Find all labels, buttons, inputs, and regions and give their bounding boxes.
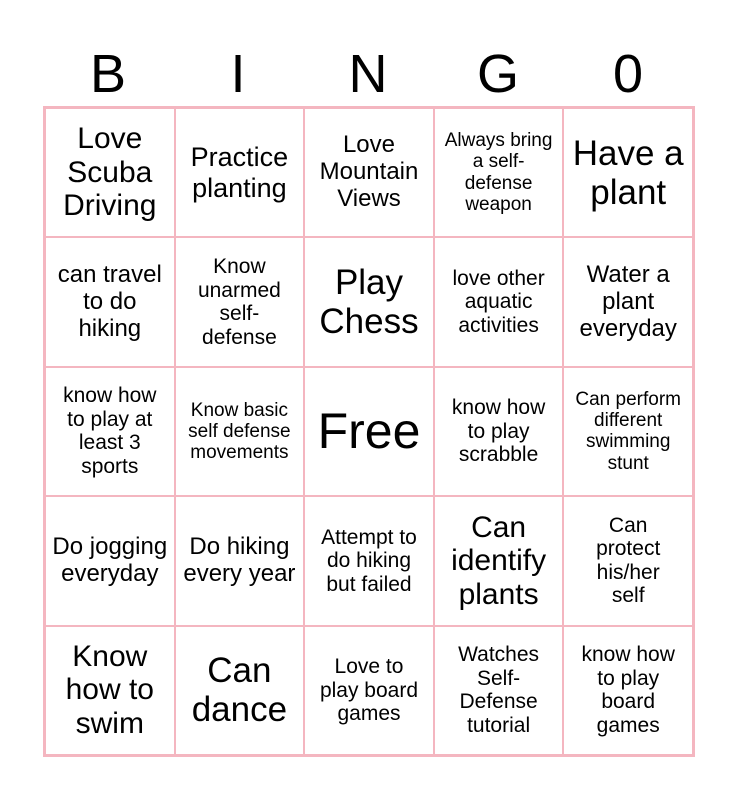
cell-text: Attempt to do hiking but failed (321, 525, 417, 596)
cell-text: Always bring a self-defense weapon (444, 130, 553, 215)
bingo-cell[interactable] (175, 496, 305, 625)
cell-text: Do jogging everyday (52, 533, 168, 587)
bingo-cell[interactable] (175, 626, 305, 755)
bingo-cell[interactable] (175, 108, 305, 237)
cell-text: Know basic self defense movements (188, 399, 291, 464)
bingo-cell[interactable] (45, 237, 175, 366)
header-letter-o: 0 (612, 44, 644, 104)
cell-text: Have a plant (572, 133, 684, 212)
cell-text: can travel to do hiking (57, 260, 162, 342)
bingo-cell[interactable] (304, 496, 434, 625)
bingo-cell-free[interactable] (304, 367, 434, 496)
cell-text: love other aquatic activities (452, 266, 545, 337)
cell-text: Practice planting (190, 142, 289, 203)
bingo-cell[interactable] (434, 496, 564, 625)
bingo-cell[interactable] (45, 108, 175, 237)
bingo-cell[interactable] (175, 237, 305, 366)
bingo-cell[interactable] (45, 496, 175, 625)
bingo-cell[interactable] (45, 626, 175, 755)
header-letter-b: B (89, 44, 127, 104)
cell-text: Love Scuba Driving (63, 122, 157, 223)
cell-text: Love Mountain Views (319, 131, 419, 213)
cell-text: Do hiking every year (183, 533, 296, 587)
bingo-cell[interactable] (563, 237, 693, 366)
cell-text: Know how to swim (65, 639, 154, 741)
bingo-header (43, 42, 693, 106)
bingo-cell[interactable] (304, 626, 434, 755)
bingo-cell[interactable] (175, 367, 305, 496)
bingo-cell[interactable] (434, 367, 564, 496)
bingo-cell[interactable] (563, 367, 693, 496)
header-letter-n: N (348, 44, 388, 104)
bingo-board (43, 106, 695, 757)
bingo-cell[interactable] (563, 108, 693, 237)
cell-text: Love to play board games (319, 655, 419, 726)
cell-text: Watches Self-Defense tutorial (458, 643, 540, 737)
cell-text: Play Chess (319, 262, 419, 342)
bingo-cell[interactable] (304, 108, 434, 237)
bingo-cell[interactable] (434, 108, 564, 237)
cell-text: know how to play board games (581, 643, 675, 737)
cell-text: Free (317, 403, 421, 460)
bingo-cell[interactable] (304, 237, 434, 366)
bingo-cell[interactable] (434, 237, 564, 366)
cell-text: know how to play scrabble (451, 396, 546, 467)
cell-text: know how to play at least 3 sports (63, 384, 157, 478)
cell-text: Can dance (191, 651, 288, 730)
cell-text: Know unarmed self-defense (197, 255, 281, 349)
bingo-cell[interactable] (563, 496, 693, 625)
bingo-cell[interactable] (434, 626, 564, 755)
cell-text: Can perform different swimming stunt (575, 388, 681, 474)
cell-text: Can protect his/her self (596, 513, 661, 608)
bingo-cell[interactable] (563, 626, 693, 755)
header-letter-g: G (476, 44, 519, 104)
header-letter-i: I (230, 44, 246, 104)
cell-text: Can identify plants (451, 510, 547, 611)
cell-text: Water a plant everyday (579, 260, 677, 342)
bingo-cell[interactable] (45, 367, 175, 496)
